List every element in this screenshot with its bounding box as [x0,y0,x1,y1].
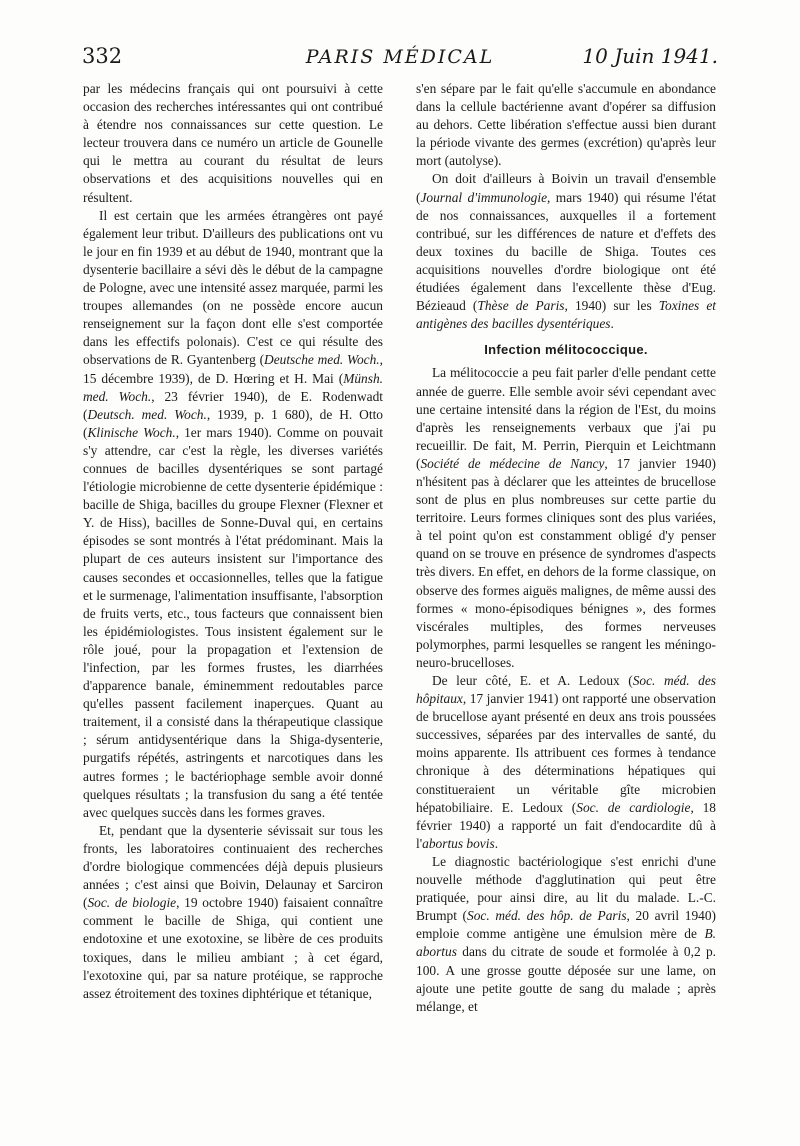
paragraph: De leur côté, E. et A. Ledoux (Soc. méd. des hôpitaux, 17 janvier 1941) ont rapporté une observation de brucellose ayant présenté en deux ans trois poussées successives, séparées par des intervalles de santé, du moins apparente. Ils attribuent ces formes à tendance chronique à des déterminations hépatiques qui constitueraient un véritable gîte microbien hépatobiliaire. E. Ledoux (Soc. de cardiologie, 18 février 1940) a rapporté un fait d'endocardite dû à l'abortus bovis. [416,673,716,851]
species-name: abortus bovis [422,835,495,851]
section-heading: Infection mélitococcique. [484,342,648,358]
citation-thesis: Thèse de Paris [477,298,565,314]
issue-date: 10 Juin 1941. [582,44,718,68]
paragraph: On doit d'ailleurs à Boivin un travail d'ensemble (Journal d'immunologie, mars 1940) qui résume l'état de nos connaissances, auxquelles il a fortement contribué, sur les différences de nature et d'effets des deux toxines du bacille de Shiga. Toutes ces acquisitions nouvelles d'ordre biologique ont été étudiées également dans l'excellente thèse d'Eug. Bézieaud (Thèse de Paris, 1940) sur les Toxines et antigènes des bacilles dysentériques. [416,171,716,332]
citation-journal: Soc. de cardiologie [576,799,691,815]
right-column [416,80,716,1016]
left-column [83,80,383,1003]
running-header [82,44,718,76]
citation-journal: Soc. méd. des hôp. de Paris [467,908,627,924]
journal-title: PARIS MÉDICAL [305,46,495,68]
citation-journal: Soc. méd. des hôpitaux [416,673,716,707]
species-name: B. abortus [416,926,716,960]
citation-journal: Deutsche med. Woch. [264,352,380,368]
citation-title: Toxines et antigènes des bacilles dysentériques [416,298,716,332]
paragraph: s'en sépare par le fait qu'elle s'accumule en abondance dans la cellule bactérienne avant d'opérer sa diffusion au dehors. Cette libération s'effectue aussi bien durant la période vivante des germes (excrétion) qu'après leur mort (autolyse). [416,81,716,169]
paragraph: Il est certain que les armées étrangères ont payé également leur tribut. D'ailleurs des publications ont vu le jour en fin 1939 et au début de 1940, montrant que la dysenterie bacillaire a sévi dès le début de la campagne de Pologne, avec une intensité assez marquée, parmi les troupes allemandes (on ne possède encore aucun renseignement sur la façon dont elle s'est comportée dans les effectifs polonais). C'est ce qui résulte des observations de R. Gyantenberg (Deutsche med. Woch., 15 décembre 1939), de D. Hœring et H. Mai (Münsh. med. Woch., 23 février 1940), de E. Rodenwadt (Deutsch. med. Woch., 1939, p. 1 680), de H. Otto (Klinische Woch., 1er mars 1940). Comme on pouvait s'y attendre, car c'est la règle, les diverses variétés connues de bacilles dysentériques se sont partagé l'étiologie microbienne de cette dysenterie épidémique : bacille de Shiga, bacilles du groupe Flexner (Flexner et Y. de Hiss), bacilles de Sonne-Duval qui, en certains épisodes se sont montrés à l'état prédominant. Mais la plupart de ces auteurs insistent sur l'importance des causes secondes et occasionnelles, telles que la fatigue et le surmenage, l'alimentation insuffisante, l'absorption de fruits verts, etc., tous facteurs que connaissent bien les épidémiologistes. Tous insistent également sur le rôle joué, pour la propagation et l'extension de l'infection, par les formes frustes, les diarrhées d'apparence banale, éminemment redoutables parce qu'elles passent facilement inaperçues. Quant au traitement, il a consisté dans la thérapeutique classique ; sérum antidysentérique dans la Shiga-dysenterie, purgatifs répétés, astringents et narcotiques dans les autres formes ; le bactériophage semble avoir donné quelques résultats ; la transfusion du sang a été tentée avec quelques succès dans les formes graves. [83,207,383,820]
citation-journal: Münsh. med. Woch. [83,370,383,404]
paragraph: La mélitococcie a peu fait parler d'elle pendant cette année de guerre. Elle semble avoir sévi cependant avec une certaine intensité dans la région de l'Est, du moins d'après les renseignements verbaux que j'ai pu recueillir. De fait, M. Perrin, Pierquin et Leichtmann (Société de médecine de Nancy, 17 janvier 1940) n'hésitent pas à déclarer que les atteintes de brucellose sont de plus en plus nombreuses sur cette partie du territoire. Leurs formes cliniques sont des plus variées, à tel point qu'on est constamment obligé d'y penser quand on se trouve en présence de syndromes d'aspects très divers. En effet, en dehors de la forme classique, on observe des formes aiguës malignes, de même aussi des formes « mono-épisodiques bénignes », des formes viscérales multiples, des formes nerveuses polymorphes, parmi lesquelles se rangent les méningo-neuro-brucelloses. [416,365,717,670]
citation-journal: Société de médecine de Nancy [420,455,605,471]
page-number: 332 [82,44,123,68]
paragraph: par les médecins français qui ont poursuivi à cette occasion des recherches intéressantes qui ont contribué à étendre nos connaissances sur cette question. Le lecteur trouvera dans ce numéro un article de Gounelle qui le mettra au courant du résultat de leurs observations et des acquisitions nouvelles qui en résultent. [83,81,383,205]
paragraph: Le diagnostic bactériologique s'est enrichi d'une nouvelle méthode d'agglutination qui peut être pratiquée, pour ainsi dire, au lit du malade. L.-C. Brumpt (Soc. méd. des hôp. de Paris, 20 avril 1940) emploie comme antigène une émulsion mère de B. abortus dans du citrate de soude et formolée à 0,2 p. 100. A une grosse goutte déposée sur une lame, on ajoute une petite goutte de sang du malade ; après mélange, et [416,853,716,1014]
citation-journal: Journal d'immunologie [420,189,548,205]
citation-journal: Soc. de biologie [87,895,177,911]
citation-journal: Deutsch. med. Woch. [87,406,207,422]
paragraph: Et, pendant que la dysenterie sévissait sur tous les fronts, les laboratoires continuaient des recherches d'ordre biologique commencées déjà depuis plusieurs années ; c'est ainsi que Boivin, Delaunay et Sarciron (Soc. de biologie, 19 octobre 1940) faisaient connaître comment le bacille de Shiga, qui contient une endotoxine et une exotoxine, se libère de ces produits toxiques, dans le milieu ambiant ; à cet égard, l'exotoxine qui, par sa nature protéique, se rapproche assez étroitement des toxines diphtérique et tétanique, [83,822,383,1001]
citation-journal: Klinische Woch. [87,424,176,440]
